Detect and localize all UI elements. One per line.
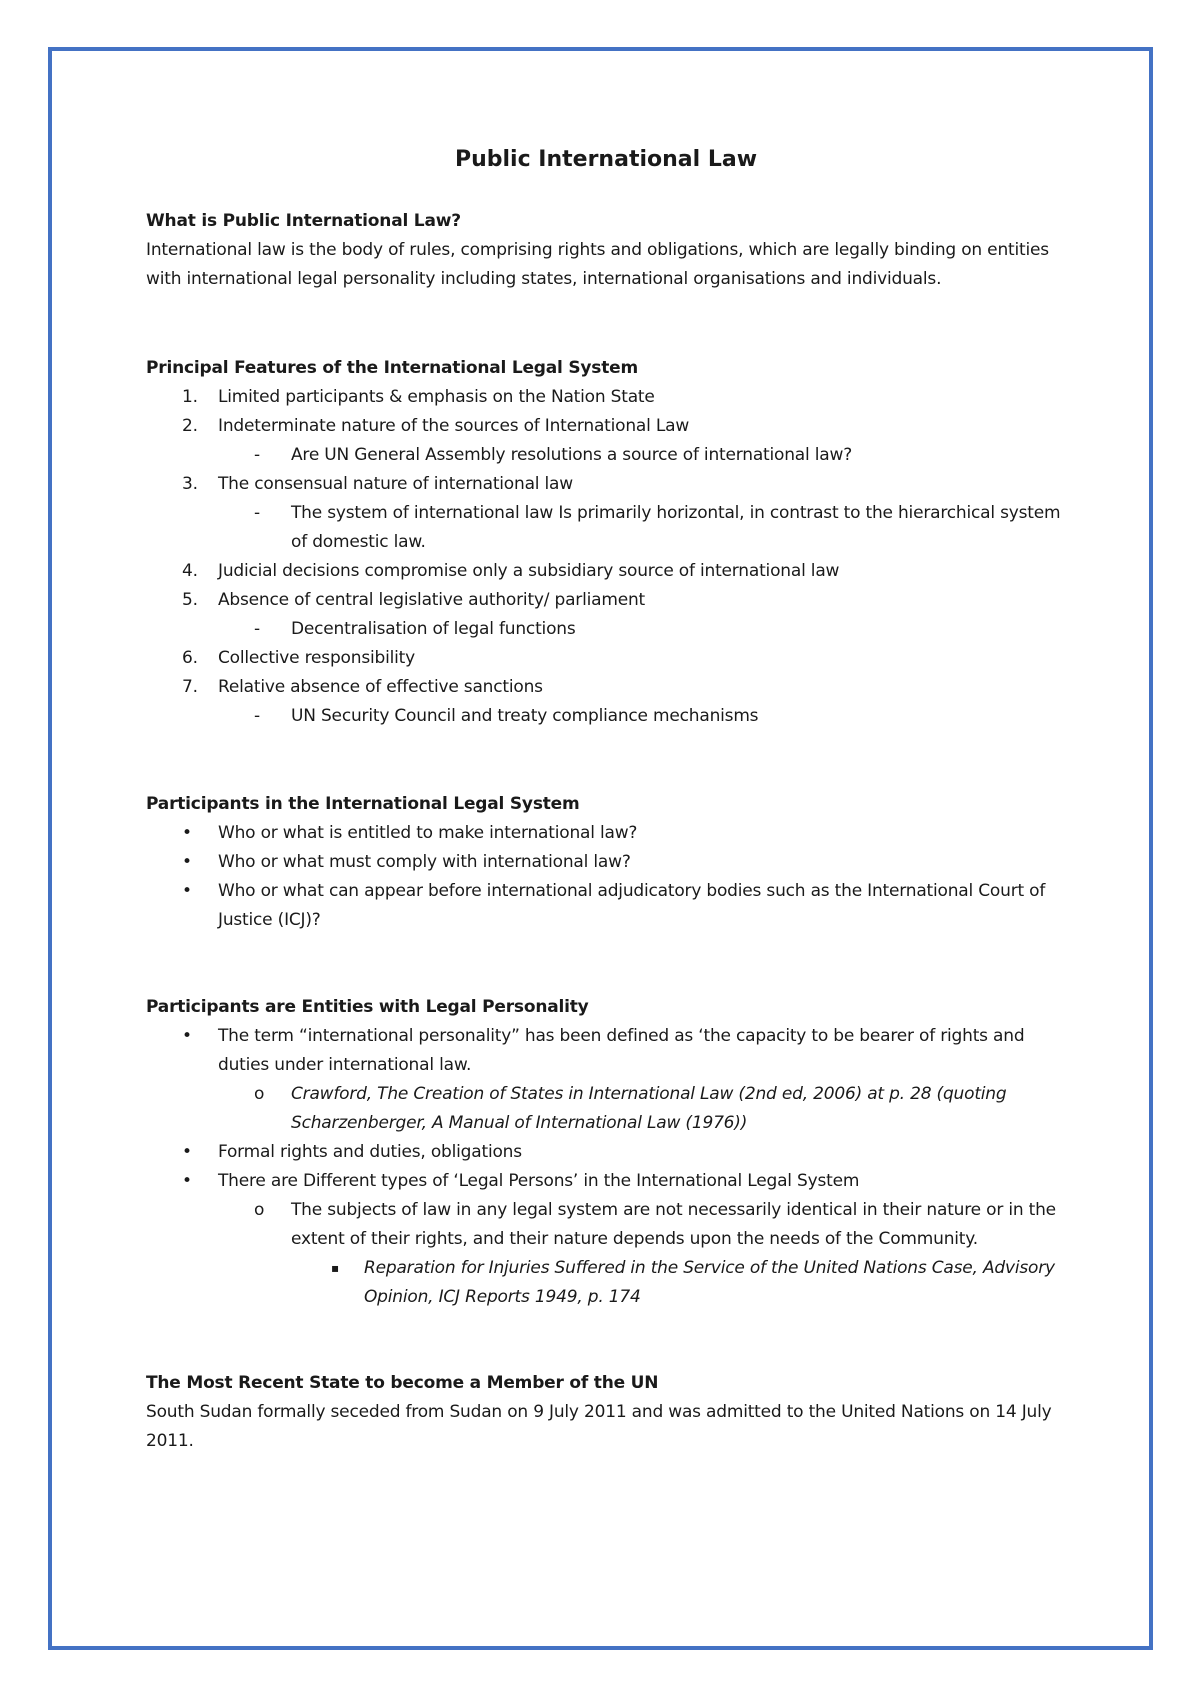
list-item [146,1138,1066,1167]
list-item [146,383,1066,412]
list-item [146,1080,1066,1138]
paragraph: International law is the body of rules, comprising rights and obligations, which are legally binding on entities with international legal personality including states, international organisations and individuals. [146,240,1049,289]
sub-list-item-text: Decentralisation of legal functions [291,619,576,639]
list-item [146,412,1066,441]
paragraph: South Sudan formally seceded from Sudan on 9 July 2011 and was admitted to the United Nations on 14 July 2011. [146,1402,1052,1451]
section-heading: Principal Features of the International Legal System [146,358,638,378]
sub-list-item-text: UN Security Council and treaty compliance mechanisms [291,706,759,726]
section-heading: Participants are Entities with Legal Personality [146,997,589,1017]
list-item [146,644,1066,673]
section-what-is [146,207,1066,294]
circle-bullet-icon: o [254,1084,265,1104]
list-item-text: The term “international personality” has been defined as ‘the capacity to be bearer of rights and duties under international law. [218,1026,1025,1075]
list-number: 3. [182,474,198,494]
list-number: 2. [182,416,198,436]
list-number: 4. [182,561,198,581]
document-body [146,145,1066,1456]
list-item-text: Who or what must comply with international law? [218,852,631,872]
circle-bullet-icon: o [254,1200,265,1220]
list-item [146,586,1066,615]
sub-list-item [146,441,1066,470]
sub-list-item-text: The system of international law Is primarily horizontal, in contrast to the hierarchical system of domestic law. [291,503,1061,552]
bullet-icon: • [182,852,192,872]
list-item [146,1196,1066,1254]
bullet-list [146,819,1066,935]
dash-bullet-icon: - [254,503,260,523]
list-item-text: Formal rights and duties, obligations [218,1142,522,1162]
list-item [146,877,1066,935]
section-heading: What is Public International Law? [146,211,461,231]
bullet-icon: • [182,1142,192,1162]
list-item [146,470,1066,499]
sub-list-item [146,702,1066,731]
dash-bullet-icon: - [254,619,260,639]
list-item [146,557,1066,586]
list-item-text: The consensual nature of international law [218,474,573,494]
list-item-text: Limited participants & emphasis on the Nation State [218,387,655,407]
sub-list-item [146,615,1066,644]
section-principal-features [146,354,1066,731]
bullet-icon: • [182,823,192,843]
bullet-list [146,1022,1066,1312]
section-heading: Participants in the International Legal System [146,794,580,814]
list-number: 7. [182,677,198,697]
section-heading: The Most Recent State to become a Member of the UN [146,1373,659,1393]
list-item-text: Judicial decisions compromise only a subsidiary source of international law [218,561,840,581]
list-item-text: The subjects of law in any legal system are not necessarily identical in their nature or in the extent of their rights, and their nature depends upon the needs of the Community. [291,1200,1056,1249]
list-item-text: Relative absence of effective sanctions [218,677,543,697]
list-item [146,848,1066,877]
dash-bullet-icon: - [254,445,260,465]
numbered-list [146,383,1066,731]
list-item-text: Who or what can appear before international adjudicatory bodies such as the International Court of Justice (ICJ)? [218,881,1046,930]
list-item-text: Collective responsibility [218,648,415,668]
section-recent-state [146,1369,1066,1456]
list-item-text: Who or what is entitled to make international law? [218,823,638,843]
sub-list-item-text: Are UN General Assembly resolutions a source of international law? [291,445,853,465]
bullet-icon: • [182,1026,192,1046]
list-item [146,1167,1066,1196]
list-number: 1. [182,387,198,407]
list-item-text: Indeterminate nature of the sources of International Law [218,416,690,436]
list-number: 6. [182,648,198,668]
bullet-icon: • [182,881,192,901]
bullet-icon: • [182,1171,192,1191]
list-item-text: There are Different types of ‘Legal Persons’ in the International Legal System [218,1171,860,1191]
section-participants [146,790,1066,935]
list-item-text: Absence of central legislative authority/ parliament [218,590,646,610]
citation-text: Reparation for Injuries Suffered in the Service of the United Nations Case, Advisory Opinion, ICJ Reports 1949, p. 174 [364,1258,1055,1307]
citation-text: Crawford, The Creation of States in International Law (2nd ed, 2006) at p. 28 (quoting Scharzenberger, A Manual of International Law (1976)) [291,1084,1007,1133]
dash-bullet-icon: - [254,706,260,726]
list-item [146,673,1066,702]
square-bullet-icon: ▪ [331,1261,339,1275]
list-item [146,819,1066,848]
list-item [146,1254,1066,1312]
list-number: 5. [182,590,198,610]
section-legal-personality [146,993,1066,1312]
sub-list-item [146,499,1066,557]
document-title: Public International Law [454,147,758,172]
list-item [146,1022,1066,1080]
